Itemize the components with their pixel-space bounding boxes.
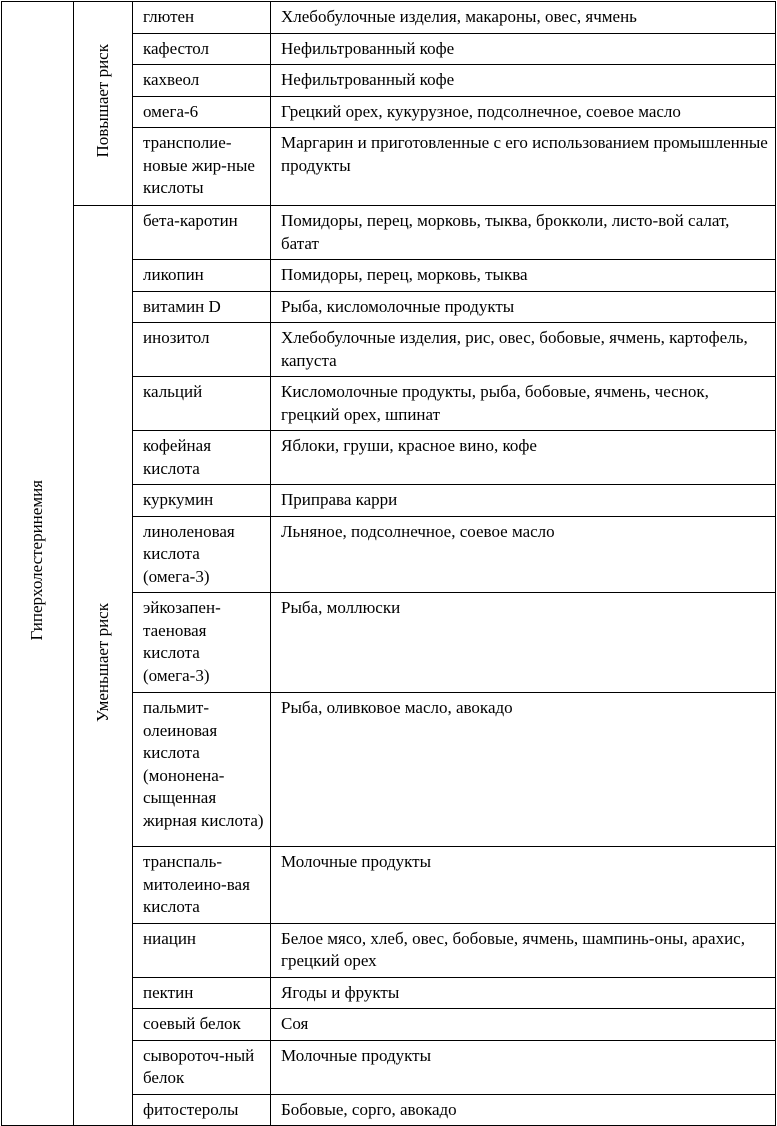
foods-cell: Рыба, оливковое масло, авокадо [271,693,776,847]
substance-cell: пальмит-олеиновая кислота (мононена-сыщенная жирная кислота) [133,693,271,847]
group-label-decreases: Уменьшает риск [92,602,112,722]
substance-cell: сывороточ-ный белок [133,1040,271,1094]
substance-cell: глютен [133,2,271,34]
substance-cell: бета-каротин [133,206,271,260]
foods-cell: Бобовые, сорго, авокадо [271,1094,776,1126]
foods-cell: Грецкий орех, кукурузное, подсолнечное, соевое масло [271,96,776,128]
foods-cell: Белое мясо, хлеб, овес, бобовые, ячмень, шампинь-оны, арахис, грецкий орех [271,923,776,977]
substance-cell: фитостеролы [133,1094,271,1126]
foods-cell: Приправа карри [271,485,776,517]
foods-cell: Маргарин и приготовленные с его использованием промышленные продукты [271,128,776,206]
substance-cell: омега-6 [133,96,271,128]
foods-cell: Нефильтрованный кофе [271,33,776,65]
condition-label: Гиперхолестеринемия [27,480,47,641]
substance-cell: кальций [133,377,271,431]
foods-cell: Рыба, кисломолочные продукты [271,291,776,323]
foods-cell: Льняное, подсолнечное, соевое масло [271,516,776,593]
substance-cell: витамин D [133,291,271,323]
condition-cell [2,2,74,1126]
group-cell-decreases [74,206,133,1126]
foods-cell: Помидоры, перец, морковь, тыква, брокколи, листо-вой салат, батат [271,206,776,260]
foods-cell: Яблоки, груши, красное вино, кофе [271,431,776,485]
substance-cell: кафестол [133,33,271,65]
foods-cell: Рыба, моллюски [271,593,776,693]
substance-cell: инозитол [133,323,271,377]
substance-cell: трансполие-новые жир-ные кислоты [133,128,271,206]
substance-cell: эйкозапен-таеновая кислота (омега-3) [133,593,271,693]
group-label-increases: Повышает риск [92,43,112,157]
substance-cell: ликопин [133,260,271,292]
substance-cell: кахвеол [133,65,271,97]
foods-cell: Соя [271,1009,776,1041]
substance-cell: пектин [133,977,271,1009]
group-cell-increases [74,2,133,206]
table-row [2,2,776,34]
foods-cell: Кисломолочные продукты, рыба, бобовые, ячмень, чеснок, грецкий орех, шпинат [271,377,776,431]
substance-cell: соевый белок [133,1009,271,1041]
substance-cell: линоленовая кислота (омега-3) [133,516,271,593]
foods-cell: Хлебобулочные изделия, макароны, овес, ячмень [271,2,776,34]
foods-cell: Молочные продукты [271,1040,776,1094]
foods-cell: Хлебобулочные изделия, рис, овес, бобовые, ячмень, картофель, капуста [271,323,776,377]
foods-cell: Помидоры, перец, морковь, тыква [271,260,776,292]
substance-cell: транспаль-митолеино-вая кислота [133,847,271,924]
substance-cell: кофейная кислота [133,431,271,485]
foods-cell: Нефильтрованный кофе [271,65,776,97]
risk-table [1,1,776,1126]
substance-cell: куркумин [133,485,271,517]
foods-cell: Ягоды и фрукты [271,977,776,1009]
foods-cell: Молочные продукты [271,847,776,924]
table-row [2,206,776,260]
substance-cell: ниацин [133,923,271,977]
